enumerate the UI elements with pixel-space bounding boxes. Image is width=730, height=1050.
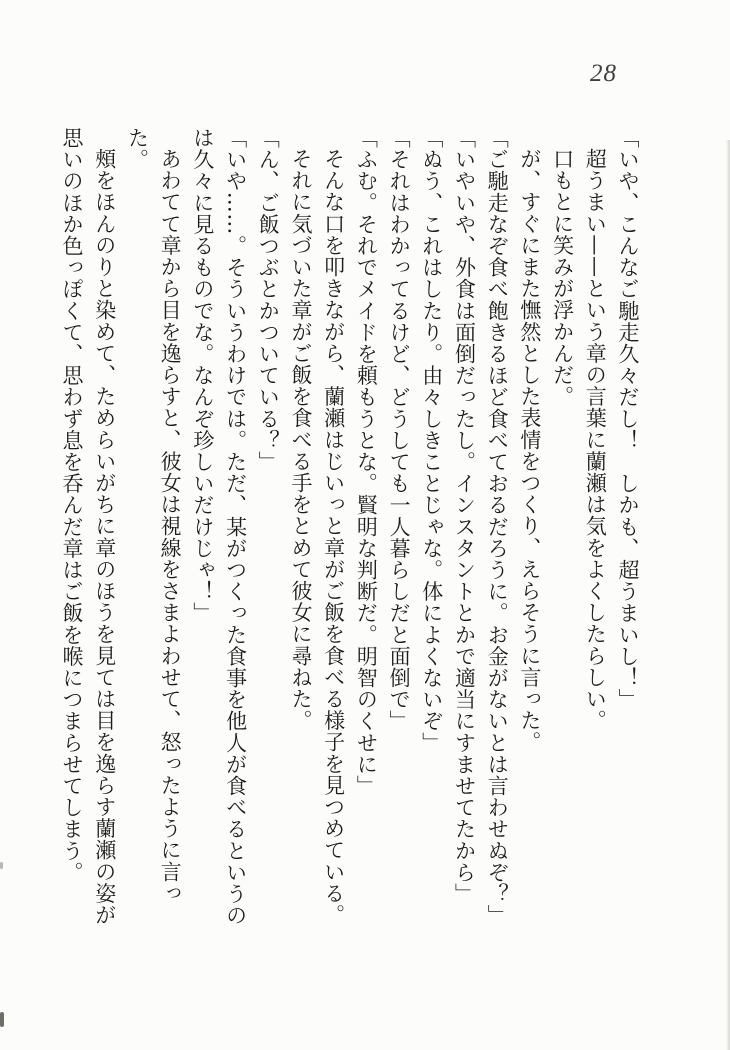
paragraph-dialogue: 「ご馳走なぞ食べ飽きるほど食べておるだろうに。お金がないとは言わせぬぞ？」 <box>485 127 510 927</box>
scan-speck <box>0 862 3 869</box>
scan-speck <box>0 1012 4 1027</box>
vertical-text-block <box>60 127 644 947</box>
paragraph-dialogue: 「ん、ご飯つぶとかついている？」 <box>256 127 281 473</box>
paragraph-narrative: そんな口を叩きながら、蘭瀬はじいっと章がご飯を食べる様子を見つめている。 <box>321 148 346 926</box>
paragraph-dialogue: 「それはわかってるけど、どうしても一人暮らしだと面倒で」 <box>387 127 412 732</box>
paragraph-narrative: 口もとに笑みが浮かんだ。 <box>550 148 575 408</box>
paragraph-narrative: あわてて章から目を逸らすと、彼女は視線をさまよわせて、怒ったように言った。 <box>125 127 183 904</box>
paragraph-dialogue: 「いや……。そういうわけでは。ただ、某がつくった食事を他人が食べるというのは久々に見るものでな。なんぞ珍しいだけじゃ！」 <box>190 127 248 927</box>
paragraph-dialogue: 「ぬう、これはしたり。由々しきことじゃな。体によくないぞ」 <box>419 127 444 754</box>
paragraph-narrative: 超うまい——という章の言葉に蘭瀬は気をよくしたらしい。 <box>583 148 608 732</box>
paragraph-narrative: が、すぐにまた憮然とした表情をつくり、えらそうに言った。 <box>517 148 542 753</box>
paragraph-dialogue: 「いやいや、外食は面倒だったし。インスタントとかで適当にすませてたから」 <box>452 127 477 905</box>
page-edge-shadow <box>726 140 730 1050</box>
page-number: 28 <box>590 60 617 87</box>
paragraph-narrative: 頰をほんのりと染めて、ためらいがちに章のほうを見ては目を逸らす蘭瀬の姿が思いのほか色っぽくて、思わず息を呑んだ章はご飯を喉につまらせてしまう。 <box>60 127 117 926</box>
paragraph-dialogue: 「いや、こんなご馳走久々だし！ しかも、超うまいし！」 <box>616 127 640 711</box>
paragraph-dialogue: 「ふむ。それでメイドを頼もうとな。賢明な判断だ。明智のくせに」 <box>354 127 379 797</box>
paragraph-narrative: それに気づいた章がご飯を食べる手をとめて彼女に尋ねた。 <box>288 148 313 732</box>
